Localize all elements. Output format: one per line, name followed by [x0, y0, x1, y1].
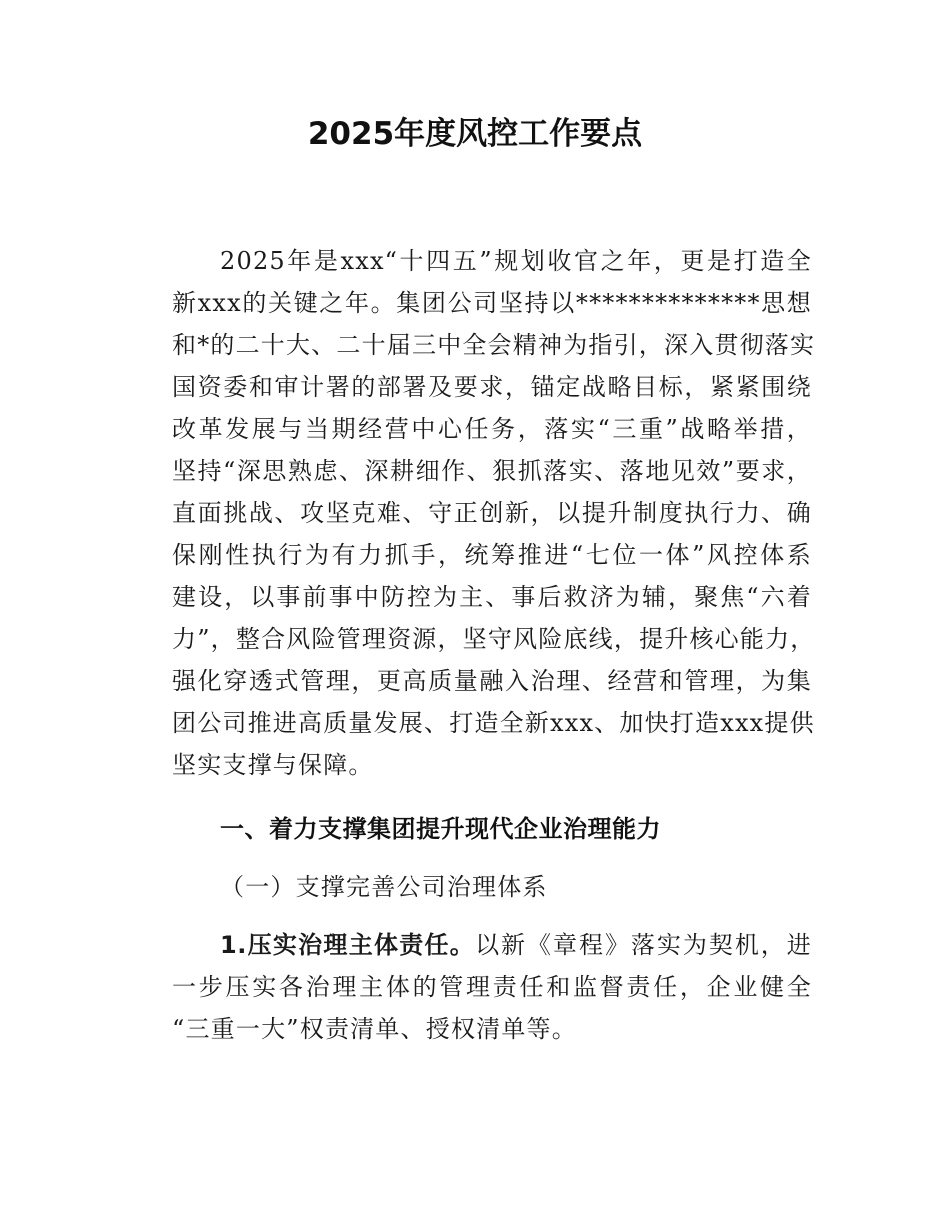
- paragraph-line: 坚持“深思熟虑、深耕细作、狠抓落实、落地见效”要求，: [172, 457, 812, 485]
- paragraph-line: 改革发展与当期经营中心任务，落实“三重”战略举措，: [172, 415, 812, 443]
- subsection-heading: （一）支撑完善公司治理体系: [220, 873, 548, 901]
- item-paragraph: [172, 924, 812, 1050]
- paragraph-line: 和*的二十大、二十届三中全会精神为指引，深入贯彻落实: [172, 331, 816, 359]
- paragraph-line: 建设，以事前事中防控为主、事后救济为辅，聚焦“六着: [172, 583, 812, 611]
- section-heading: 一、着力支撑集团提升现代企业治理能力: [220, 815, 661, 843]
- item-lead: 1.压实治理主体责任。: [220, 931, 476, 959]
- paragraph-line: 2025年是xxx“十四五”规划收官之年，更是打造全: [220, 247, 812, 275]
- paragraph-line: 坚实支撑与保障。: [172, 751, 374, 779]
- paragraph-line: [172, 924, 812, 966]
- paragraph-line: 一步压实各治理主体的管理责任和监督责任，企业健全: [172, 973, 812, 1001]
- intro-paragraph: [172, 240, 816, 786]
- paragraph-line: 力”，整合风险管理资源，坚守风险底线，提升核心能力，: [172, 625, 816, 653]
- paragraph-line: 国资委和审计署的部署及要求，锚定战略目标，紧紧围绕: [172, 373, 812, 401]
- paragraph-line: 新xxx的关键之年。集团公司坚持以**************思想: [172, 289, 812, 317]
- paragraph-line: “三重一大”权责清单、授权清单等。: [172, 1015, 577, 1043]
- paragraph-line: 直面挑战、攻坚克难、守正创新，以提升制度执行力、确: [172, 499, 812, 527]
- item-text: 以新《章程》落实为契机，进: [475, 931, 812, 959]
- paragraph-line: 保刚性执行为有力抓手，统筹推进“七位一体”风控体系: [172, 541, 812, 569]
- document-title: 2025年度风控工作要点: [307, 116, 643, 152]
- paragraph-line: 强化穿透式管理，更高质量融入治理、经营和管理，为集: [172, 667, 812, 695]
- paragraph-line: 团公司推进高质量发展、打造全新xxx、加快打造xxx提供: [172, 709, 815, 737]
